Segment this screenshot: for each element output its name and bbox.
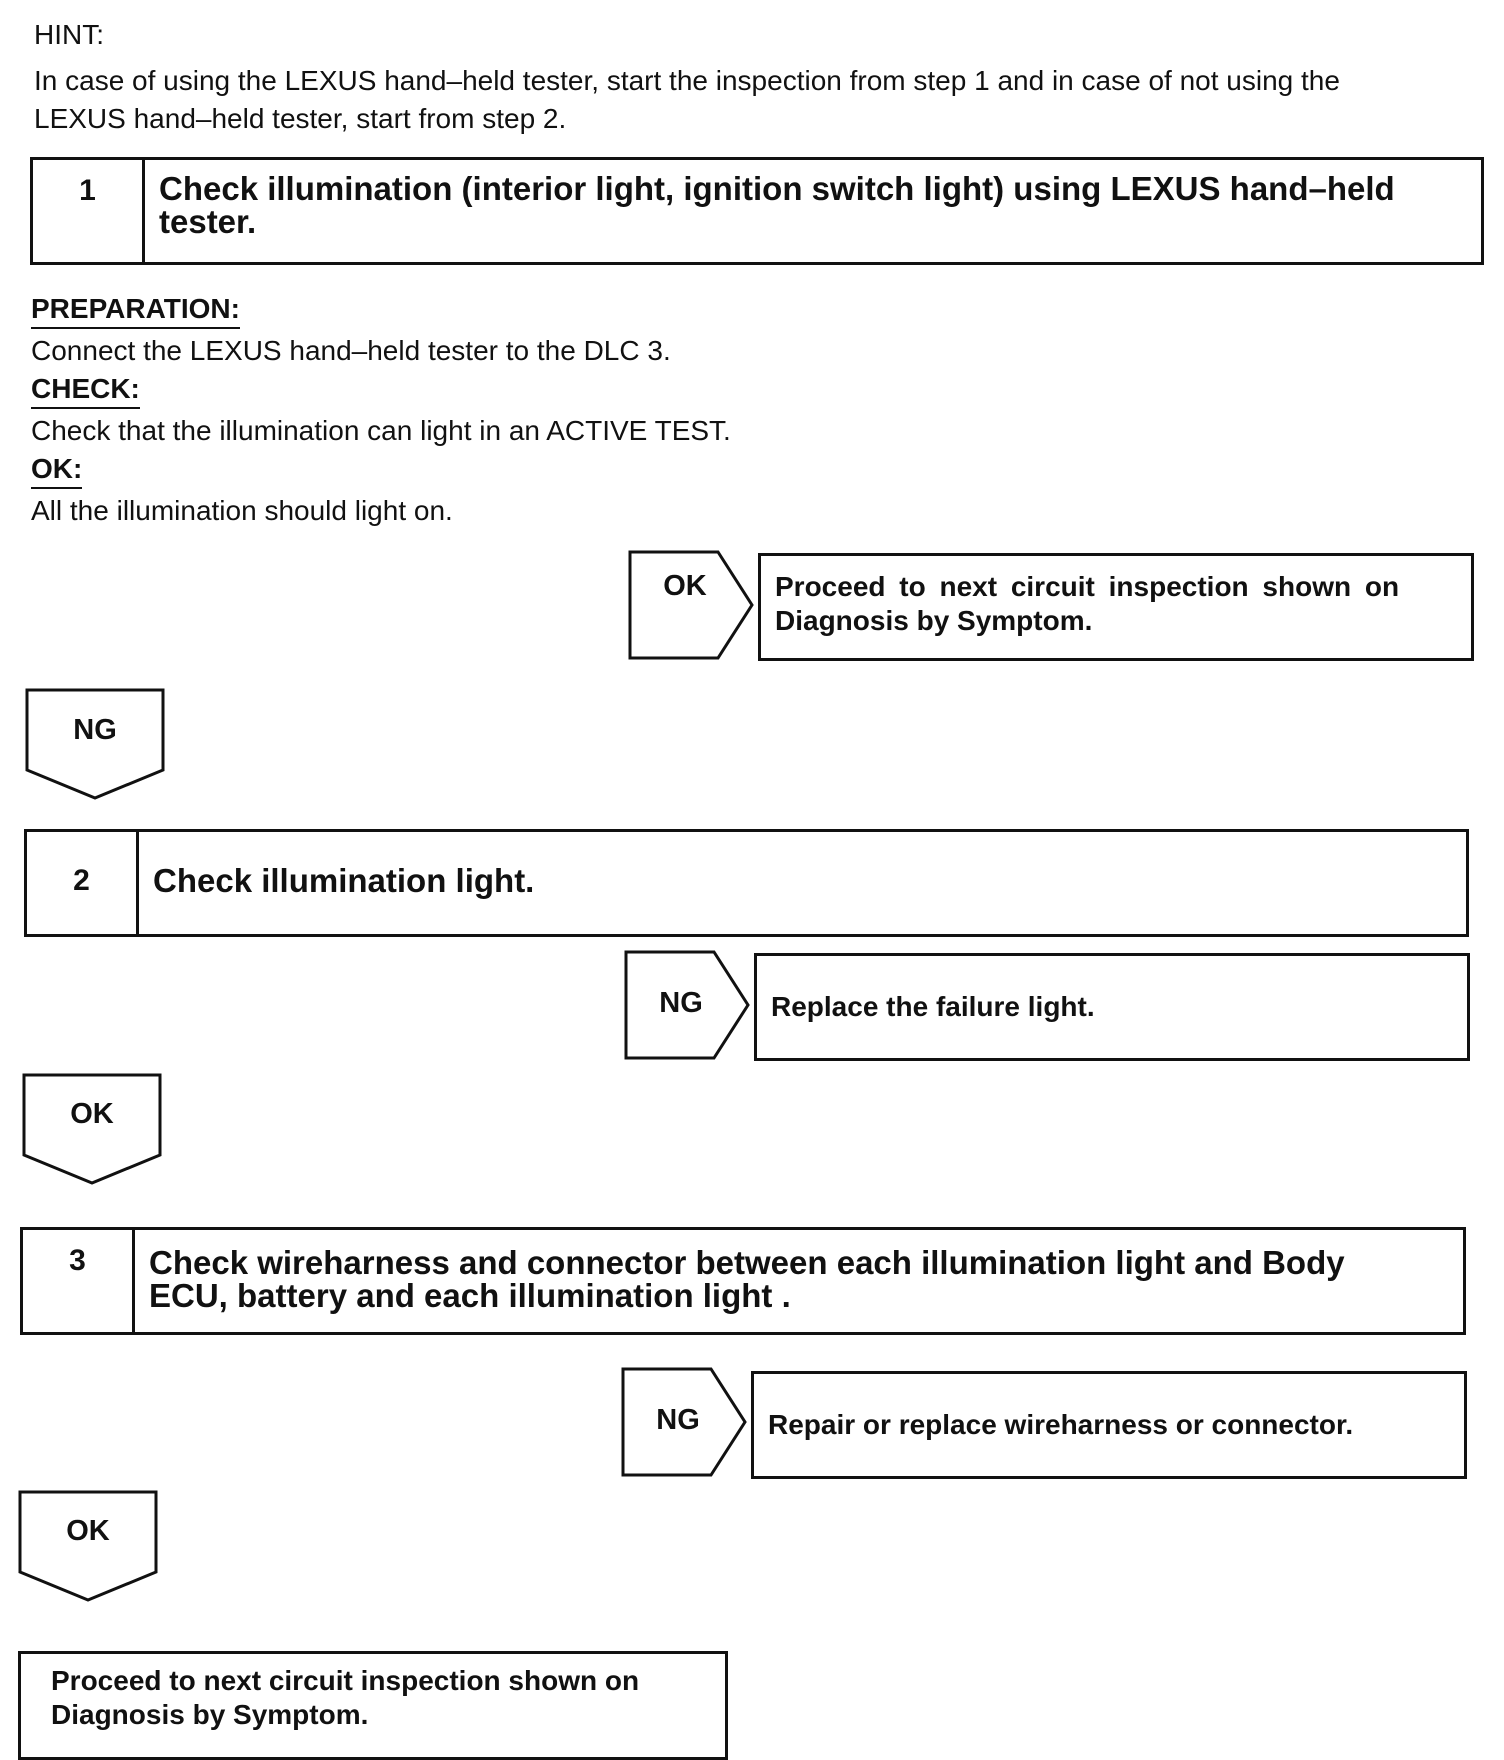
preparation-text: Connect the LEXUS hand–held tester to the DLC 3. bbox=[31, 335, 671, 366]
step-3-ng-result-text: Repair or replace wireharness or connector. bbox=[768, 1409, 1354, 1440]
step-3-number: 3 bbox=[23, 1230, 135, 1332]
ok-criteria-text: All the illumination should light on. bbox=[31, 495, 453, 526]
preparation-label: PREPARATION: bbox=[31, 292, 240, 329]
step-1-ok-result-line2: Diagnosis by Symptom. bbox=[775, 605, 1093, 636]
step-2-number: 2 bbox=[27, 832, 139, 934]
final-result-line2: Diagnosis by Symptom. bbox=[51, 1699, 369, 1730]
step-1-ng-label: NG bbox=[73, 714, 117, 746]
step-1-number: 1 bbox=[33, 160, 145, 262]
hint-text-line1: In case of using the LEXUS hand–held tester, start the inspection from step 1 and in case of not using the bbox=[34, 65, 1340, 96]
step-3-title-line2: ECU, battery and each illumination light . bbox=[149, 1277, 791, 1314]
step-3-ok-label: OK bbox=[66, 1515, 110, 1547]
final-result-box bbox=[18, 1651, 728, 1760]
step-2-ng-result-text: Replace the failure light. bbox=[771, 991, 1095, 1022]
hint-label: HINT: bbox=[34, 19, 104, 50]
ok-criteria-label: OK: bbox=[31, 452, 82, 489]
step-2-box bbox=[24, 829, 1469, 937]
hint-text-line2: LEXUS hand–held tester, start from step 2. bbox=[34, 103, 567, 134]
step-3-ng-label: NG bbox=[656, 1404, 700, 1436]
check-text: Check that the illumination can light in an ACTIVE TEST. bbox=[31, 415, 731, 446]
step-1-title-line1: Check illumination (interior light, ignition switch light) using LEXUS hand–held bbox=[159, 170, 1395, 207]
final-result-line1: Proceed to next circuit inspection shown on bbox=[51, 1665, 640, 1696]
step-3-title-line1: Check wireharness and connector between each illumination light and Body bbox=[149, 1244, 1345, 1281]
step-2-title bbox=[153, 864, 1426, 897]
step-3-ng-result bbox=[751, 1371, 1467, 1479]
step-1-title bbox=[159, 172, 1441, 238]
step-2-ng-label: NG bbox=[659, 987, 703, 1019]
step-2-title-line1: Check illumination light. bbox=[153, 862, 535, 899]
step-3-title bbox=[149, 1246, 1423, 1312]
step-3-box bbox=[20, 1227, 1466, 1335]
step-1-box bbox=[30, 157, 1484, 265]
step-1-title-line2: tester. bbox=[159, 203, 257, 240]
step-2-ok-label: OK bbox=[70, 1098, 114, 1130]
check-label: CHECK: bbox=[31, 372, 140, 409]
step-1-ok-label: OK bbox=[663, 570, 707, 602]
step-2-ng-result bbox=[754, 953, 1470, 1061]
step-1-ok-result-line1: Proceed to next circuit inspection shown on bbox=[775, 571, 1400, 602]
step-1-ok-result bbox=[758, 553, 1474, 661]
step-1-ok-arrow bbox=[628, 550, 754, 660]
